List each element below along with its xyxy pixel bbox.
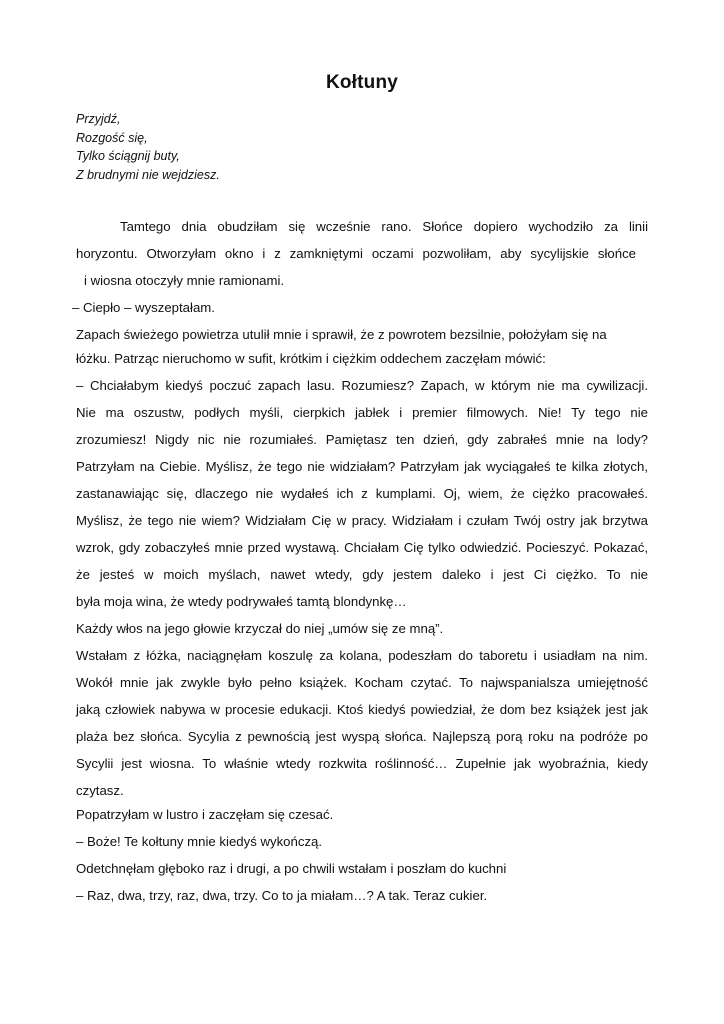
- text-line: że jesteś w moich myślach, nawet wtedy, gdy jestem daleko i jest Ci ciężko. To nie: [76, 567, 648, 582]
- poem-line: Z brudnymi nie wejdziesz.: [76, 167, 220, 182]
- text-line: Sycylii jest wiosna. To właśnie wtedy rozkwita roślinność… Zupełnie jak wyobraźnia, kiedy: [76, 756, 648, 771]
- text-line: łóżku. Patrząc nieruchomo w sufit, krótkim i ciężkim oddechem zaczęłam mówić:: [76, 351, 546, 366]
- poem-line: Tylko ściągnij buty,: [76, 149, 180, 163]
- text-line: Wokół mnie jak zwykle było pełno książek. Kocham czytać. To najwspanialsza umiejętność: [76, 675, 648, 690]
- text-line: Myślisz, że tego nie wiem? Widziałam Cię w pracy. Widziałam i czułam Twój ostry jak brzytwa: [76, 513, 648, 528]
- document-title: Kołtuny: [325, 72, 399, 93]
- poem-line: Przyjdź,: [76, 112, 121, 126]
- text-line: była moja wina, że wtedy podrywałeś tamtą blondynkę…: [76, 594, 407, 609]
- text-line: Wstałam z łóżka, naciągnęłam koszulę za kolana, podeszłam do taboretu i usiadłam na nim.: [76, 648, 648, 663]
- text-line: czytasz.: [76, 783, 124, 798]
- text-line: zastanawiając się, dlaczego nie wydałeś ich z kumplami. Oj, wiem, że ciężko pracowałeś.: [76, 486, 648, 501]
- poem-line: Rozgość się,: [76, 130, 148, 145]
- text-line: i wiosna otoczyły mnie ramionami.: [84, 273, 285, 288]
- text-line: jaką człowiek nabywa w procesie edukacji. Ktoś kiedyś powiedział, że dom bez książek jest jak: [76, 702, 648, 717]
- text-line: – Chciałabym kiedyś poczuć zapach lasu. Rozumiesz? Zapach, w którym nie ma cywilizacji.: [76, 378, 648, 393]
- epigraph-poem: [76, 110, 220, 184]
- text-line: – Boże! Te kołtuny mnie kiedyś wykończą.: [76, 834, 323, 849]
- text-line: Każdy włos na jego głowie krzyczał do niej „umów się ze mną”.: [76, 621, 444, 636]
- text-line: Tamtego dnia obudziłam się wcześnie rano. Słońce dopiero wychodziło za linii: [120, 219, 648, 234]
- text-line: Patrzyłam na Ciebie. Myślisz, że tego nie widziałam? Patrzyłam jak wyciągałeś te kilka złotych,: [76, 459, 648, 474]
- text-line: horyzontu. Otworzyłam okno i z zamkniętymi oczami pozwoliłam, aby sycylijskie słońce: [76, 246, 636, 261]
- text-line: plaża bez słońca. Sycylia z pewnością jest wyspą słońca. Najlepszą porą roku na podróże po: [76, 729, 648, 744]
- text-line: Popatrzyłam w lustro i zaczęłam się czesać.: [76, 807, 334, 822]
- text-line: Odetchnęłam głęboko raz i drugi, a po chwili wstałam i poszłam do kuchni: [76, 861, 507, 876]
- text-line: – Ciepło – wyszeptałam.: [72, 300, 215, 315]
- text-line: Zapach świeżego powietrza utulił mnie i sprawił, że z powrotem bezsilnie, położyłam się na: [76, 327, 607, 342]
- text-line: zrozumiesz! Nigdy nic nie rozumiałeś. Pamiętasz ten dzień, gdy zabrałeś mnie na lody?: [76, 432, 648, 447]
- text-line: Nie ma oszustw, podłych myśli, cierpkich jabłek i premier filmowych. Nie! Ty tego nie: [76, 405, 648, 420]
- text-line: – Raz, dwa, trzy, raz, dwa, trzy. Co to ja miałam…? A tak. Teraz cukier.: [76, 888, 488, 903]
- text-line: wzrok, gdy zobaczyłeś mnie przed wystawą. Chciałam Cię tylko odwiedzić. Pocieszyć. Pokazać,: [76, 540, 648, 555]
